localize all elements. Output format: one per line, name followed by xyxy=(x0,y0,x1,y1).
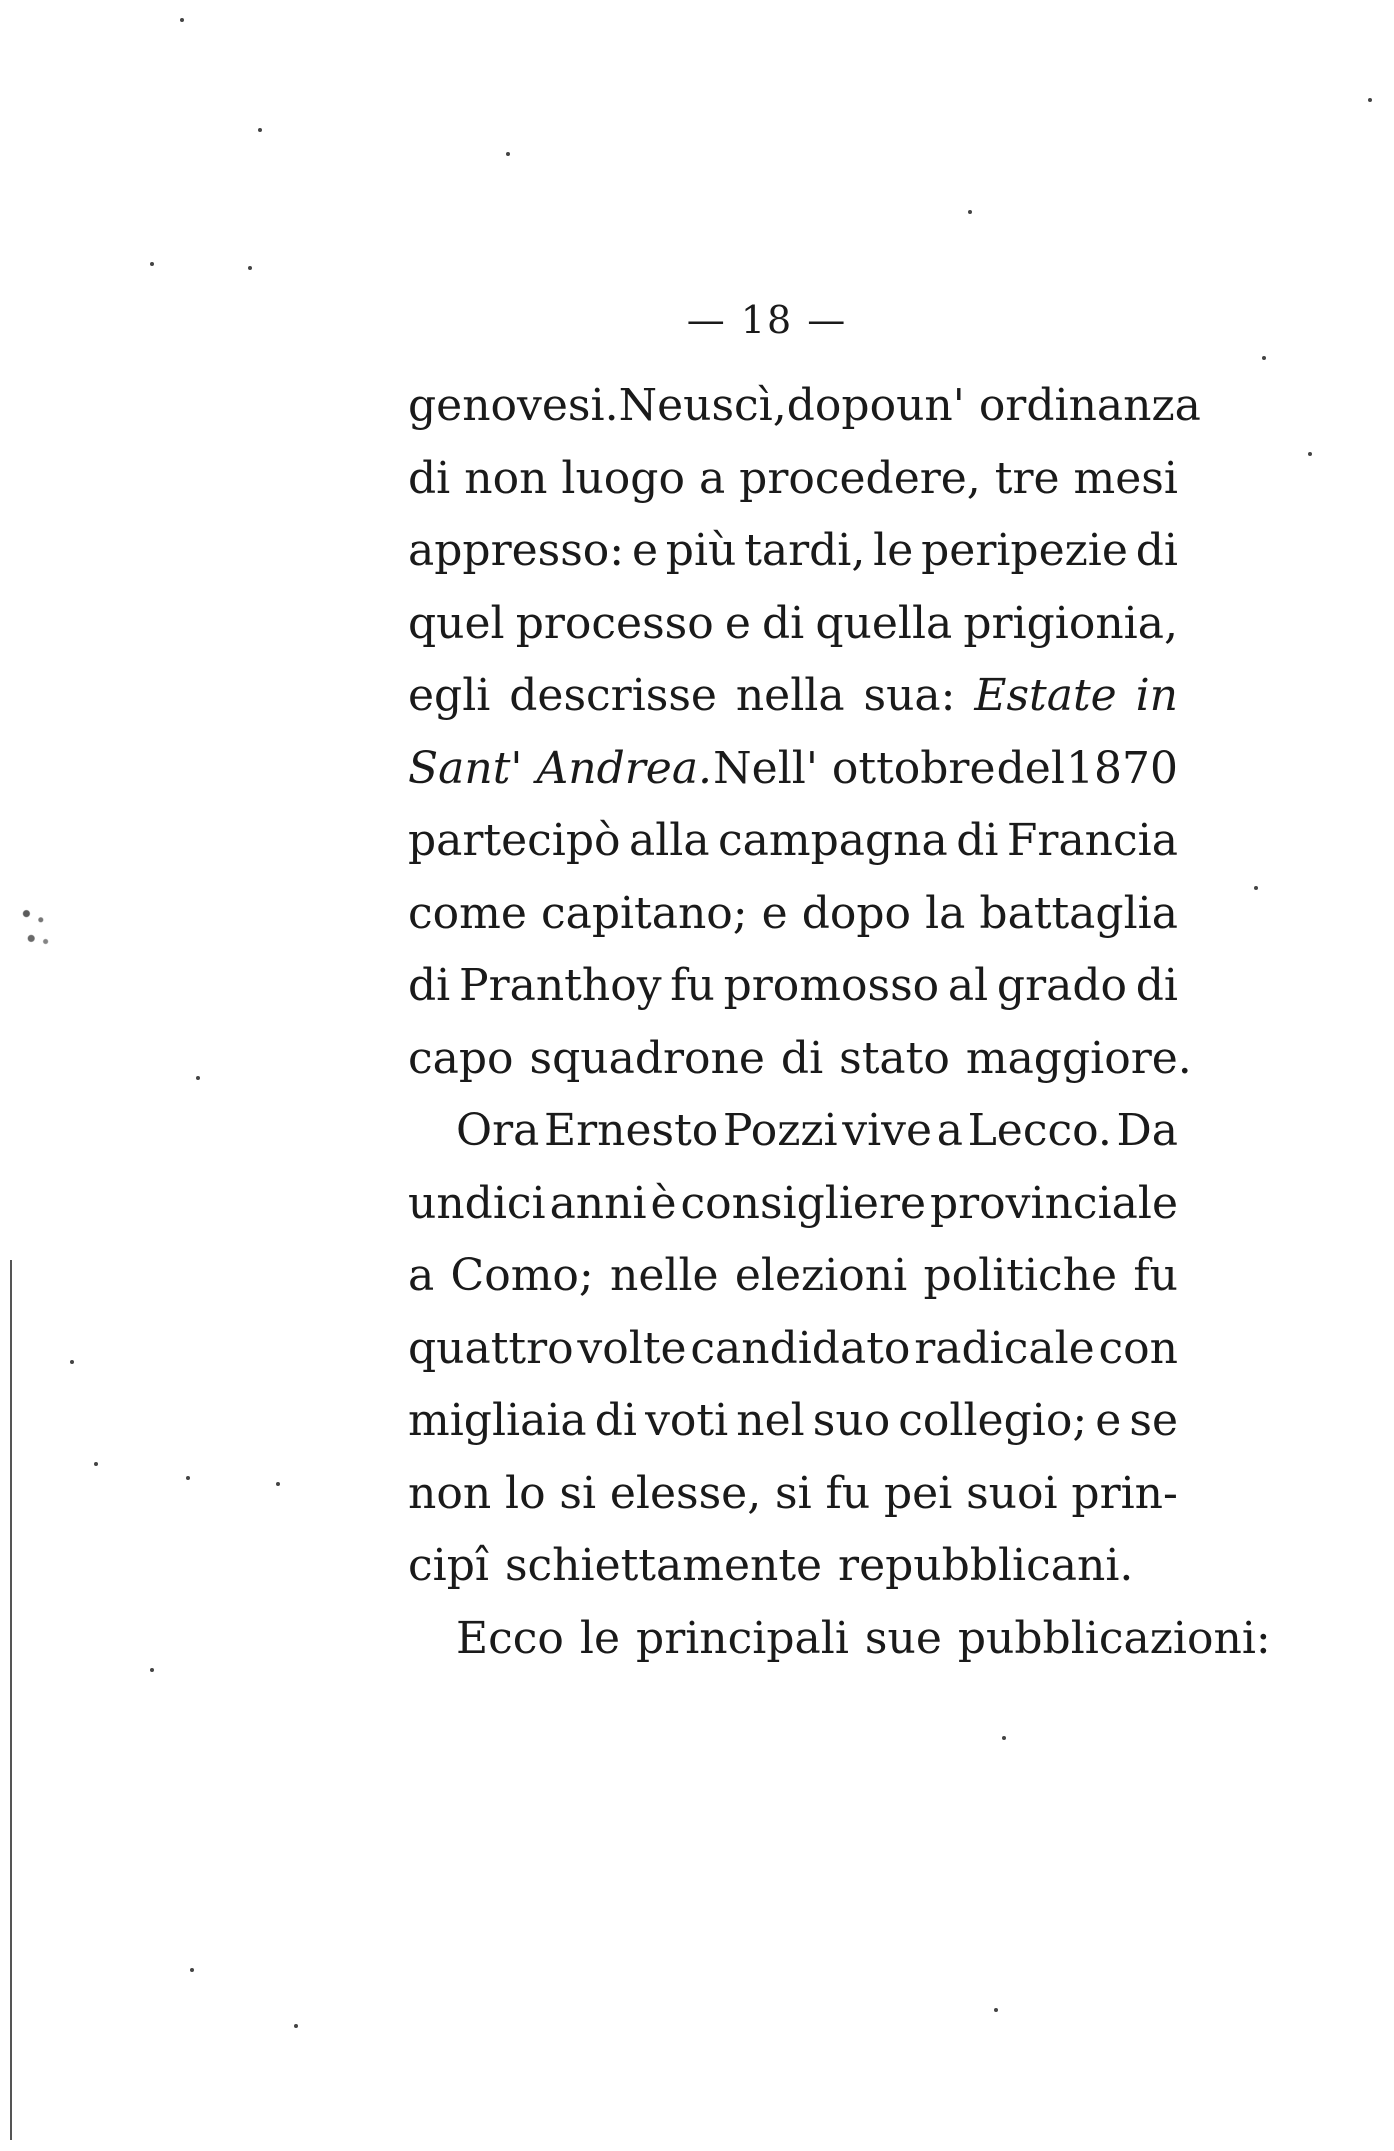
word: migliaia xyxy=(408,1395,587,1446)
word: sue xyxy=(864,1612,942,1664)
word: maggiore. xyxy=(965,1032,1192,1084)
word: mesi xyxy=(1073,452,1178,504)
word: genovesi. xyxy=(408,380,619,431)
word: non xyxy=(408,1467,492,1519)
word: radicale xyxy=(914,1322,1095,1374)
text-line xyxy=(408,1603,1271,1676)
word: un' ordinanza xyxy=(896,380,1201,431)
word: e xyxy=(761,887,788,939)
word: suoi xyxy=(966,1467,1058,1519)
word: si xyxy=(559,1467,597,1519)
word: Ernesto xyxy=(543,1105,719,1156)
word: candidato xyxy=(690,1322,911,1374)
word: Nell' ottobre xyxy=(713,742,996,794)
word: a xyxy=(936,1105,963,1156)
scan-speck xyxy=(150,1668,154,1672)
word: nelle xyxy=(610,1250,719,1301)
margin-rule xyxy=(10,1260,12,2140)
word: 1870 xyxy=(1066,742,1178,794)
paragraph xyxy=(408,370,1201,1095)
word: Francia xyxy=(1006,815,1178,866)
text-line xyxy=(408,515,1178,588)
word: uscì, xyxy=(683,380,787,431)
text-line xyxy=(408,588,1178,661)
text-line xyxy=(408,805,1178,878)
word: Estate xyxy=(974,670,1117,721)
word: egli xyxy=(408,670,491,721)
word: e xyxy=(631,525,658,576)
word: fu xyxy=(1133,1250,1178,1301)
scan-speck xyxy=(1308,452,1312,456)
word: squadrone xyxy=(529,1032,765,1084)
word: le xyxy=(579,1612,621,1664)
word: principali xyxy=(636,1612,849,1664)
word: nella xyxy=(735,670,845,721)
scan-speck xyxy=(186,1476,190,1480)
word: luogo xyxy=(561,452,685,504)
word: di xyxy=(956,815,999,866)
word: stato xyxy=(839,1032,950,1084)
word: a xyxy=(408,1250,435,1301)
word: campagna xyxy=(718,815,948,866)
word: capitano; xyxy=(540,887,748,939)
scan-smudge xyxy=(12,895,60,957)
text-line xyxy=(408,1095,1178,1168)
word: Ecco xyxy=(456,1612,564,1664)
word: al xyxy=(947,960,989,1011)
scan-speck xyxy=(968,210,972,214)
word: suo xyxy=(812,1395,891,1446)
scan-speck xyxy=(94,1462,98,1466)
word: non xyxy=(464,452,548,504)
word: tre xyxy=(994,452,1060,504)
word: è xyxy=(650,1177,677,1229)
text-line xyxy=(408,1313,1178,1386)
word: elesse, xyxy=(609,1467,762,1519)
word: elezioni xyxy=(734,1250,908,1301)
word: sua: xyxy=(863,670,956,721)
text-line xyxy=(408,1458,1178,1531)
word: quattro xyxy=(408,1322,574,1374)
scan-speck xyxy=(248,266,252,270)
paragraph xyxy=(408,1603,1271,1676)
paragraph xyxy=(408,1095,1178,1603)
word: politiche xyxy=(923,1250,1118,1301)
scan-speck xyxy=(1254,886,1258,890)
scan-speck xyxy=(1002,1736,1006,1740)
page-number: — 18 — xyxy=(686,298,848,342)
word: procedere, xyxy=(739,452,981,504)
word: grado xyxy=(996,960,1128,1011)
word: fu xyxy=(670,960,715,1011)
scan-speck xyxy=(180,18,184,22)
scan-speck xyxy=(70,1360,74,1364)
word: se xyxy=(1129,1395,1178,1446)
text-line xyxy=(408,443,1178,516)
scan-speck xyxy=(190,1968,194,1972)
text-line xyxy=(408,1240,1178,1313)
word: con xyxy=(1098,1322,1178,1374)
word: battaglia xyxy=(979,887,1178,939)
word: Sant' Andrea. xyxy=(408,742,713,794)
word: consigliere xyxy=(680,1177,927,1229)
scan-speck xyxy=(258,128,262,132)
word: schiettamente xyxy=(504,1540,823,1591)
word: più xyxy=(665,525,737,576)
text-line xyxy=(408,733,1178,806)
word: di xyxy=(408,452,451,504)
word: di xyxy=(408,960,451,1011)
word: quel xyxy=(408,597,505,649)
word: alla xyxy=(628,815,710,866)
word: collegio; xyxy=(898,1395,1088,1446)
word: di xyxy=(594,1395,637,1446)
text-line xyxy=(408,370,1201,443)
word: Ora xyxy=(456,1105,540,1156)
scan-speck xyxy=(196,1076,200,1080)
scan-speck xyxy=(506,152,510,156)
word: le xyxy=(873,525,914,576)
word: quella xyxy=(815,597,953,649)
word: e xyxy=(724,597,751,649)
word: dopo xyxy=(786,380,897,431)
word: processo xyxy=(515,597,714,649)
word: prin- xyxy=(1071,1467,1178,1519)
word: anni xyxy=(549,1177,647,1229)
word: Ne xyxy=(618,380,684,431)
word: undici xyxy=(408,1177,546,1229)
word: del xyxy=(996,742,1065,794)
word: partecipò xyxy=(408,815,621,866)
text-line xyxy=(408,1023,1192,1096)
word: di xyxy=(1135,525,1178,576)
word: in xyxy=(1135,670,1178,721)
word: Como; xyxy=(450,1250,594,1301)
word: appresso: xyxy=(408,525,625,576)
word: di xyxy=(1135,960,1178,1011)
word: la xyxy=(925,887,966,939)
word: repubblicani. xyxy=(838,1540,1134,1591)
scan-speck xyxy=(276,1482,280,1486)
scan-speck xyxy=(294,2024,298,2028)
word: Pozzi xyxy=(722,1105,838,1156)
text-line xyxy=(408,1530,1178,1603)
word: e xyxy=(1095,1395,1122,1446)
word: Pranthoy xyxy=(458,960,662,1011)
body-text xyxy=(408,370,1271,1675)
scan-speck xyxy=(150,262,154,266)
text-line xyxy=(408,660,1178,733)
text-line xyxy=(408,878,1178,951)
text-line xyxy=(408,1168,1178,1241)
word: di xyxy=(780,1032,824,1084)
word: dopo xyxy=(801,887,912,939)
word: pubblicazioni: xyxy=(957,1612,1271,1664)
text-line xyxy=(408,1385,1178,1458)
word: si xyxy=(775,1467,812,1519)
scan-speck xyxy=(1368,98,1372,102)
word: nel xyxy=(736,1395,805,1446)
word: come xyxy=(408,887,527,939)
word: volte xyxy=(577,1322,687,1374)
word: fu xyxy=(825,1467,871,1519)
word: promosso xyxy=(723,960,940,1011)
word: capo xyxy=(408,1032,514,1084)
word: descrisse xyxy=(509,670,717,721)
word: Lecco. xyxy=(967,1105,1112,1156)
scan-speck xyxy=(1262,356,1266,360)
word: provinciale xyxy=(929,1177,1178,1229)
word: pei xyxy=(883,1467,953,1519)
word: lo xyxy=(505,1467,546,1519)
text-line xyxy=(408,950,1178,1023)
word: vive xyxy=(842,1105,933,1156)
word: Da xyxy=(1116,1105,1178,1156)
word: voti xyxy=(645,1395,729,1446)
word: prigionia, xyxy=(963,597,1178,649)
scan-speck xyxy=(994,2008,998,2012)
word: tardi, xyxy=(744,525,866,576)
word: peripezie xyxy=(921,525,1128,576)
word: di xyxy=(761,597,805,649)
word: cipî xyxy=(408,1540,489,1591)
word: a xyxy=(698,452,726,504)
